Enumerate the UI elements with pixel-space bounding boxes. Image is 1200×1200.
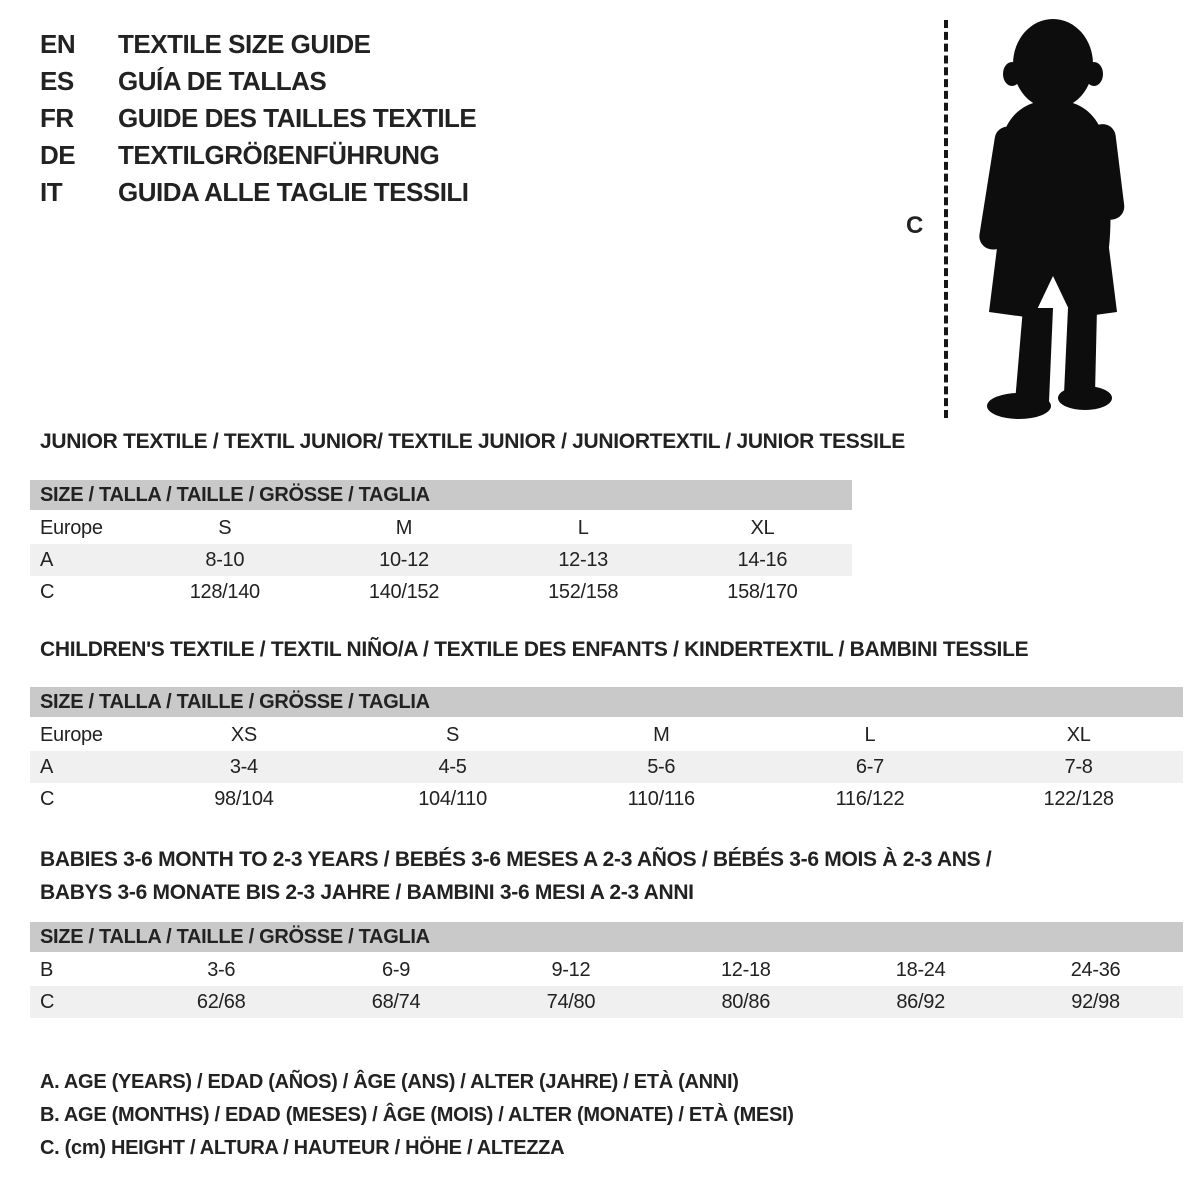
table-cell: 152/158 [548,580,619,603]
table-row-europe [30,719,1183,751]
table-cell: L [577,516,589,539]
language-code: ES [40,66,74,96]
table-cell: S [446,723,460,746]
table-cell: 6-7 [766,751,975,783]
language-code: IT [40,177,63,207]
table-cell: 122/128 [1043,787,1114,810]
table-cell: 3-6 [207,958,236,981]
row-label-cell: C [30,986,134,1018]
legend-line-b: B. AGE (MONTHS) / EDAD (MESES) / ÂGE (MOIS) / ALTER (MONATE) / ETÀ (MESI) [40,1104,794,1126]
table-cell: 74/80 [483,986,658,1018]
table-cell: 5-6 [557,751,766,783]
table-row-age-months [30,954,1183,986]
language-row-it [40,174,476,211]
table-cell: 12-18 [720,958,771,981]
table-cell: XL [1066,723,1091,746]
junior-table [30,512,852,608]
junior-section-heading: JUNIOR TEXTILE / TEXTIL JUNIOR/ TEXTILE JUNIOR / JUNIORTEXTIL / JUNIOR TESSILE [40,430,905,453]
babies-heading-line2: BABYS 3-6 MONATE BIS 2-3 JAHRE / BAMBINI 3-6 MESI A 2-3 ANNI [40,881,694,904]
guide-title: GUIDA ALLE TAGLIE TESSILI [118,177,469,207]
junior-size-table [30,480,852,608]
language-code: EN [40,29,76,59]
row-label-cell: A [30,544,135,576]
legend-line-c: C. (cm) HEIGHT / ALTURA / HAUTEUR / HÖHE / ALTEZZA [40,1137,565,1159]
table-row-europe [30,512,852,544]
height-measure-label: C [906,212,924,239]
table-cell: 104/110 [418,787,487,810]
table-cell: 98/104 [214,787,274,810]
row-label-cell: Europe [40,723,103,746]
babies-table [30,954,1183,1018]
table-row-age-years [30,751,1183,783]
table-cell: 24-36 [1070,958,1121,981]
guide-title: GUÍA DE TALLAS [118,66,327,96]
row-label-cell: C [40,787,55,810]
children-size-table [30,687,1183,815]
table-cell: 12-13 [494,544,673,576]
language-row-en [40,26,476,63]
table-cell: S [218,516,232,539]
language-row-fr [40,100,476,137]
table-cell: 10-12 [314,544,493,576]
height-measure-figure [898,12,1158,424]
table-row-height-cm [30,986,1183,1018]
children-section-heading: CHILDREN'S TEXTILE / TEXTIL NIÑO/A / TEXTILE DES ENFANTS / KINDERTEXTIL / BAMBINI TESSILE [40,638,1029,661]
guide-title: GUIDE DES TAILLES TEXTILE [118,103,477,133]
language-code: DE [40,140,76,170]
table-cell: 8-10 [135,544,314,576]
babies-size-header-bar: SIZE / TALLA / TAILLE / GRÖSSE / TAGLIA [30,922,1183,954]
table-row-age-years [30,544,852,576]
height-dashed-line [944,20,948,418]
table-cell: 80/86 [658,986,833,1018]
table-cell: L [864,723,876,746]
legend [40,1066,794,1165]
guide-title: TEXTILE SIZE GUIDE [118,29,371,59]
babies-heading-line1: BABIES 3-6 MONTH TO 2-3 YEARS / BEBÉS 3-6 MESES A 2-3 AÑOS / BÉBÉS 3-6 MOIS À 2-3 ANS / [40,848,992,871]
table-cell: XS [230,723,257,746]
table-cell: 116/122 [835,787,905,810]
language-title-list [40,26,476,211]
toddler-silhouette-icon [962,14,1148,424]
table-row-height-cm [30,783,1183,815]
row-label-cell: Europe [40,516,103,539]
row-label-cell: A [30,751,140,783]
table-cell: 140/152 [368,580,440,603]
babies-section-heading [40,843,991,909]
table-cell: 128/140 [189,580,260,603]
table-cell: 86/92 [833,986,1008,1018]
table-cell: 9-12 [551,958,591,981]
table-cell: M [653,723,670,746]
table-cell: 14-16 [673,544,852,576]
table-cell: 6-9 [382,958,411,981]
junior-size-header-bar: SIZE / TALLA / TAILLE / GRÖSSE / TAGLIA [30,480,852,512]
table-row-height-cm [30,576,852,608]
table-cell: 4-5 [348,751,557,783]
table-cell: 158/170 [727,580,798,603]
table-cell: 7-8 [974,751,1183,783]
children-size-header-bar: SIZE / TALLA / TAILLE / GRÖSSE / TAGLIA [30,687,1183,719]
children-table [30,719,1183,815]
language-row-de [40,137,476,174]
guide-title: TEXTILGRÖßENFÜHRUNG [118,140,440,170]
row-label-cell: C [40,580,55,603]
legend-line-a: A. AGE (YEARS) / EDAD (AÑOS) / ÂGE (ANS) / ALTER (JAHRE) / ETÀ (ANNI) [40,1071,739,1093]
table-cell: 3-4 [140,751,349,783]
babies-size-table [30,922,1183,1018]
table-cell: 92/98 [1008,986,1183,1018]
row-label-cell: B [40,958,54,981]
table-cell: 110/116 [627,787,695,810]
table-cell: 68/74 [309,986,484,1018]
language-code: FR [40,103,74,133]
language-row-es [40,63,476,100]
table-cell: M [395,516,413,539]
table-cell: 18-24 [895,958,946,981]
table-cell: 62/68 [134,986,309,1018]
table-cell: XL [750,516,775,539]
